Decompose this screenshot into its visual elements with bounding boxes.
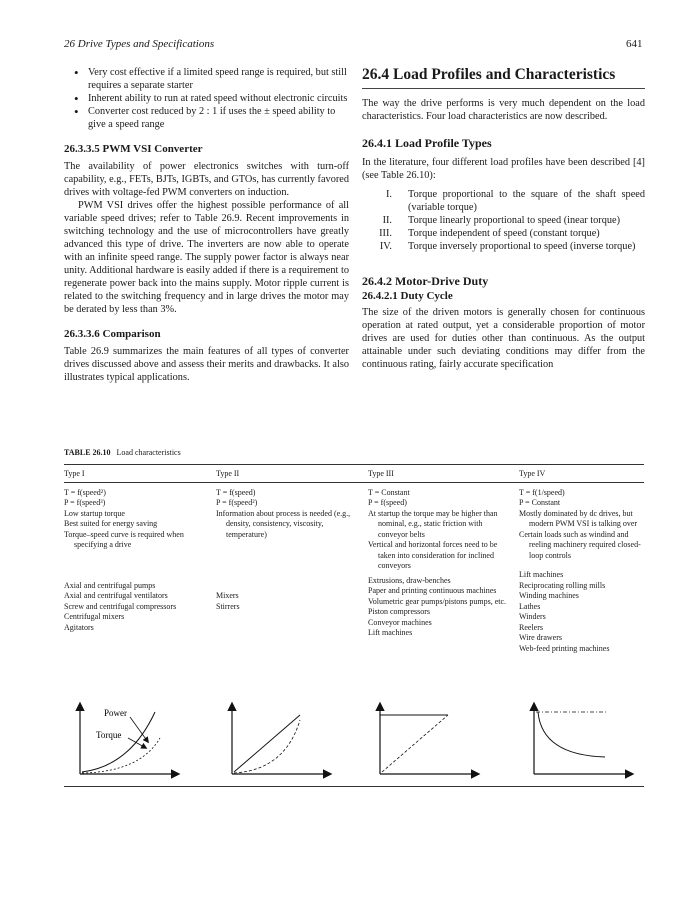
table-bottom-rule	[64, 786, 644, 787]
table-cell: Low startup torque	[64, 508, 125, 518]
paragraph: The way the drive performs is very much dependent on the load characteristics. Four load characteristics are now described.	[362, 98, 645, 122]
list-item	[362, 188, 645, 214]
list-number: I.	[385, 189, 392, 200]
list-number: II.	[382, 215, 392, 226]
formula: P = Constant	[519, 498, 561, 507]
left-column	[64, 66, 349, 384]
formula: T = Constant	[368, 487, 410, 497]
table-label: TABLE 26.10	[64, 448, 111, 457]
table-cell: Lift machines	[519, 570, 564, 579]
table-cell: Conveyor machines	[368, 617, 432, 627]
section-heading-load-profiles: 26.4 Load Profiles and Characteristics	[362, 66, 616, 83]
table-cell: Paper and printing continuous machines	[368, 586, 497, 595]
load-characteristic-graphs	[60, 700, 660, 785]
torque-curve	[82, 712, 155, 772]
running-header: 26 Drive Types and Specifications	[64, 38, 215, 50]
profile-list	[362, 188, 645, 253]
paragraph: The size of the driven motors is generally chosen for continuous operation at rated output, yet a considerable proportion of motor drives are used for duties other than continuous. As the output attainable under such deviating conditions may differ from the continuous rating, fairly accurate specification	[362, 307, 645, 370]
table-column-type-2	[216, 469, 356, 612]
table-cell: Stirrers	[216, 601, 240, 611]
applications-block	[64, 581, 204, 634]
table-cell: Information about process is needed (e.g., density, consistency, viscosity, temperature)	[216, 508, 351, 539]
right-column	[362, 66, 645, 371]
table-cell: Torque–speed curve is required when specifying a drive	[64, 529, 184, 549]
table-cell: Winders	[519, 612, 546, 621]
formula: T = f(speed)	[216, 487, 256, 497]
bullet-item: • Very cost effective if a limited speed range is required, but still requires a separate starter	[88, 66, 349, 92]
power-line	[382, 715, 448, 772]
table-header: Type II	[216, 469, 240, 478]
graph-type-2	[232, 704, 330, 774]
table-cell: Mostly dominated by dc drives, but modern PWM VSI is talking over	[519, 508, 638, 528]
paragraph: In the literature, four different load profiles have been described [4] (see Table 26.10):	[362, 157, 645, 181]
applications-block	[368, 576, 508, 639]
list-item	[362, 227, 645, 240]
table-column-type-4	[519, 469, 649, 654]
subsubsection-heading-duty-cycle: 26.4.2.1 Duty Cycle	[362, 290, 453, 302]
table-cell: Certain loads such as windind and reeling machinery required closed-loop controls	[519, 529, 641, 560]
graph-type-3	[380, 704, 478, 774]
applications-block	[216, 591, 356, 612]
torque-curve	[538, 712, 605, 757]
formula: T = f(speed²)	[64, 487, 106, 497]
formula: P = f(speed³)	[64, 498, 106, 507]
table-cell: Best suited for energy saving	[64, 519, 158, 528]
table-cell: Web-feed printing machines	[519, 643, 610, 653]
table-cell: Extrusions, draw-benches	[368, 575, 451, 585]
list-text: Torque independent of speed (constant torque)	[408, 228, 600, 239]
bullet-item: • Inherent ability to run at rated speed without electronic circuits	[88, 92, 349, 105]
table-cell: Wire drawers	[519, 633, 562, 642]
table-cell: Axial and centrifugal pumps	[64, 580, 156, 590]
section-heading-comparison: 26.3.3.6 Comparison	[64, 328, 161, 340]
list-text: Torque proportional to the square of the shaft speed (variable torque)	[408, 189, 645, 213]
table-column-type-3	[368, 469, 508, 639]
subsection-heading-profile-types: 26.4.1 Load Profile Types	[362, 136, 492, 150]
table-cell: Vertical and horizontal forces need to be taken into consideration for inclined conveyors	[368, 540, 498, 570]
list-number: III.	[379, 228, 392, 239]
table-header: Type IV	[519, 469, 546, 478]
table-cell: Piston compressors	[368, 607, 430, 616]
table-caption	[64, 448, 181, 457]
power-label: Power	[104, 708, 127, 718]
list-text: Torque linearly proportional to speed (inear torque)	[408, 215, 621, 226]
graph-type-1	[80, 704, 178, 774]
formula: P = f(speed²)	[216, 498, 258, 507]
bullet-list	[64, 66, 349, 131]
paragraph: PWM VSI drives offer the highest possible performance of all variable speed drives; refer to Table 26.9. Recent improvements in switching technology and the use of microcontrollers have greatly advanced this type of drive. The inverters are now able to operate with an infinite speed range. The supply power factor is always near unity. Additional hardware is easily added if there is a requirement to regenerate power back into the mains supply. Motor ripple current is related to the switching frequency and in large drives the motor may be derated by less than 3%.	[64, 200, 349, 315]
formula: T = f(1/speed)	[519, 487, 565, 497]
page-number: 641	[626, 38, 643, 50]
table-cell: Mixers	[216, 591, 239, 600]
torque-label: Torque	[96, 730, 122, 740]
applications-block	[519, 570, 649, 654]
table-cell: Agitators	[64, 622, 94, 632]
table-cell: Centrifugal mixers	[64, 612, 125, 621]
graph-type-4	[534, 704, 632, 774]
list-text: Torque inversely proportional to speed (inverse torque)	[408, 241, 636, 252]
torque-pointer	[128, 738, 146, 748]
power-curve	[82, 738, 160, 773]
table-cell: Lift machines	[368, 628, 413, 637]
torque-line	[234, 715, 300, 772]
table-cell: At startup the torque may be higher than nominal, e.g., static friction with conveyor belts	[368, 508, 498, 539]
section-heading-pwm: 26.3.3.5 PWM VSI Converter	[64, 143, 203, 155]
list-item	[362, 214, 645, 227]
table-header: Type III	[368, 469, 394, 478]
paragraph: Table 26.9 summarizes the main features of all types of converter drives discussed above and assess their merits and drawbacks. It also illustrates typical applications.	[64, 346, 349, 383]
table-header: Type I	[64, 469, 85, 478]
table-cell: Lathes	[519, 601, 541, 611]
table-column-type-1	[64, 469, 204, 633]
list-number: IV.	[379, 241, 392, 252]
table-cell: Screw and centrifugal compressors	[64, 601, 177, 611]
table-caption-text: Load characteristics	[116, 448, 181, 457]
section-rule	[362, 88, 645, 89]
table-cell: Reciprocating rolling mills	[519, 580, 606, 590]
table-cell: Reelers	[519, 622, 543, 632]
paragraph: The availability of power electronics switches with turn-off capability, e.g., FETs, BJTs, IGBTs, and GTOs, has currently favored drives with voltage-fed PWM converters on induction.	[64, 161, 349, 198]
bullet-item: • Converter cost reduced by 2 : 1 if uses the ± speed ability to give a speed range	[88, 105, 349, 131]
table-cell: Axial and centrifugal ventilators	[64, 591, 168, 600]
list-item	[362, 240, 645, 253]
subsection-heading-duty: 26.4.2 Motor-Drive Duty	[362, 274, 489, 288]
table-cell: Winding machines	[519, 591, 579, 600]
formula: P = f(speed)	[368, 498, 407, 507]
table-cell: Volumetric gear pumps/pistons pumps, etc.	[368, 596, 507, 606]
power-curve	[234, 720, 300, 773]
table-top-rule	[64, 464, 644, 465]
